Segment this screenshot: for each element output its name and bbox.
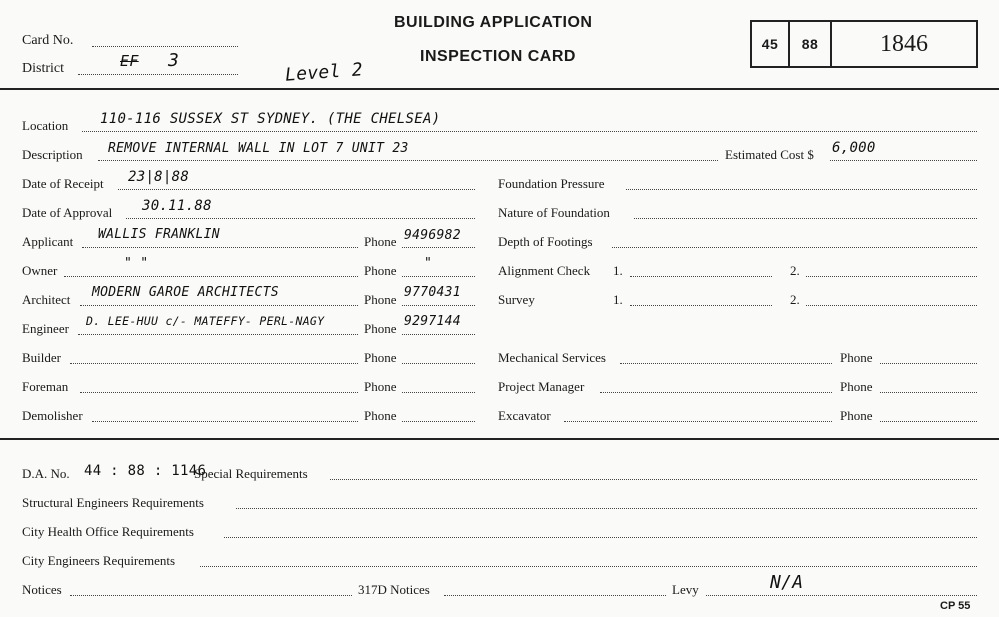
structural-requirements-line[interactable] [236,508,977,509]
district-struck-value: EF [120,52,139,70]
survey-2-line[interactable] [806,305,977,306]
excavator-label: Excavator [498,408,551,423]
nature-foundation-line[interactable] [634,218,977,219]
levy-value: N/A [770,572,804,593]
applicant-phone-line[interactable] [402,247,475,248]
engineer-value: D. LEE-HUU c/- MATEFFY- PERL-NAGY [86,314,325,328]
estimated-cost-label: Estimated Cost $ [725,147,814,162]
level-note: Level 2 [284,59,364,86]
owner-label: Owner [22,263,58,278]
applicant-phone-value: 9496982 [404,228,461,243]
structural-requirements-label: Structural Engineers Requirements [22,495,204,510]
engineer-phone-label: Phone [364,321,397,336]
foreman-line[interactable] [80,392,358,393]
special-requirements-line[interactable] [330,479,977,480]
owner-phone-value: " [424,256,433,271]
date-approval-label: Date of Approval [22,205,113,220]
da-number-value: 44 : 88 : 1146 [84,463,207,479]
card-number-part-1: 45 [752,22,790,66]
mechanical-phone-label: Phone [840,350,873,365]
survey-1-line[interactable] [630,305,772,306]
project-manager-label: Project Manager [498,379,585,394]
district-line[interactable] [78,74,238,75]
survey-2-label: 2. [790,292,800,307]
project-manager-phone-label: Phone [840,379,873,394]
architect-phone-label: Phone [364,292,397,307]
survey-1-label: 1. [613,292,623,307]
excavator-line[interactable] [564,421,832,422]
builder-phone-label: Phone [364,350,397,365]
estimated-cost-value: 6,000 [832,140,876,156]
owner-phone-line[interactable] [402,276,475,277]
engineer-line[interactable] [78,334,358,335]
builder-label: Builder [22,350,61,365]
demolisher-phone-label: Phone [364,408,397,423]
special-requirements-label: Special Requirements [194,466,308,481]
notices-label: Notices [22,582,62,597]
notices-317d-line[interactable] [444,595,666,596]
alignment-1-label: 1. [613,263,623,278]
date-receipt-line[interactable] [118,189,475,190]
card-no-label: Card No. [22,33,74,48]
alignment-2-line[interactable] [806,276,977,277]
project-manager-line[interactable] [600,392,832,393]
architect-value: MODERN GAROE ARCHITECTS [92,285,279,300]
date-receipt-value: 23|8|88 [128,169,190,185]
mechanical-label: Mechanical Services [498,350,606,365]
applicant-phone-label: Phone [364,234,397,249]
levy-line[interactable] [706,595,977,596]
location-line[interactable] [82,131,977,132]
demolisher-line[interactable] [92,421,358,422]
engineer-label: Engineer [22,321,69,336]
applicant-label: Applicant [22,234,74,249]
alignment-2-label: 2. [790,263,800,278]
mechanical-phone-line[interactable] [880,363,977,364]
health-office-line[interactable] [224,537,977,538]
notices-317d-label: 317D Notices [358,582,430,597]
city-engineers-line[interactable] [200,566,977,567]
district-label: District [22,61,64,76]
location-value: 110-116 SUSSEX ST SYDNEY. (THE CHELSEA) [100,111,441,127]
date-approval-value: 30.11.88 [142,198,212,214]
owner-value: " " [124,256,149,271]
title-line-1: BUILDING APPLICATION [394,14,593,31]
levy-label: Levy [672,582,699,597]
foundation-pressure-line[interactable] [626,189,977,190]
architect-line[interactable] [80,305,358,306]
description-value: REMOVE INTERNAL WALL IN LOT 7 UNIT 23 [108,141,409,156]
date-receipt-label: Date of Receipt [22,176,104,191]
description-label: Description [22,147,83,162]
location-label: Location [22,118,69,133]
project-manager-phone-line[interactable] [880,392,977,393]
foreman-label: Foreman [22,379,69,394]
survey-label: Survey [498,292,535,307]
demolisher-phone-line[interactable] [402,421,475,422]
owner-phone-label: Phone [364,263,397,278]
estimated-cost-line[interactable] [830,160,977,161]
notices-line[interactable] [70,595,352,596]
card-no-line[interactable] [92,46,238,47]
depth-footings-label: Depth of Footings [498,234,593,249]
nature-foundation-label: Nature of Foundation [498,205,610,220]
excavator-phone-label: Phone [840,408,873,423]
district-value: 3 [168,50,180,71]
health-office-label: City Health Office Requirements [22,524,194,539]
middle-rule [0,438,999,440]
foreman-phone-line[interactable] [402,392,475,393]
mechanical-line[interactable] [620,363,832,364]
card-number-box [750,20,978,68]
applicant-line[interactable] [82,247,358,248]
architect-phone-value: 9770431 [404,285,461,300]
title-line-2: INSPECTION CARD [420,48,576,65]
demolisher-label: Demolisher [22,408,83,423]
builder-phone-line[interactable] [402,363,475,364]
card-number-part-3: 1846 [880,31,928,57]
owner-line[interactable] [64,276,358,277]
engineer-phone-value: 9297144 [404,314,461,329]
card-number-part-2: 88 [790,22,832,66]
date-approval-line[interactable] [126,218,475,219]
city-engineers-label: City Engineers Requirements [22,553,176,568]
foreman-phone-label: Phone [364,379,397,394]
alignment-check-label: Alignment Check [498,263,591,278]
form-code: CP 55 [940,600,971,612]
depth-footings-line[interactable] [612,247,977,248]
builder-line[interactable] [70,363,358,364]
description-line[interactable] [98,160,718,161]
engineer-phone-line[interactable] [402,334,475,335]
architect-label: Architect [22,292,71,307]
excavator-phone-line[interactable] [880,421,977,422]
foundation-pressure-label: Foundation Pressure [498,176,605,191]
da-number-label: D.A. No. [22,466,70,481]
alignment-1-line[interactable] [630,276,772,277]
applicant-value: WALLIS FRANKLIN [98,227,220,242]
header-rule [0,88,999,90]
architect-phone-line[interactable] [402,305,475,306]
